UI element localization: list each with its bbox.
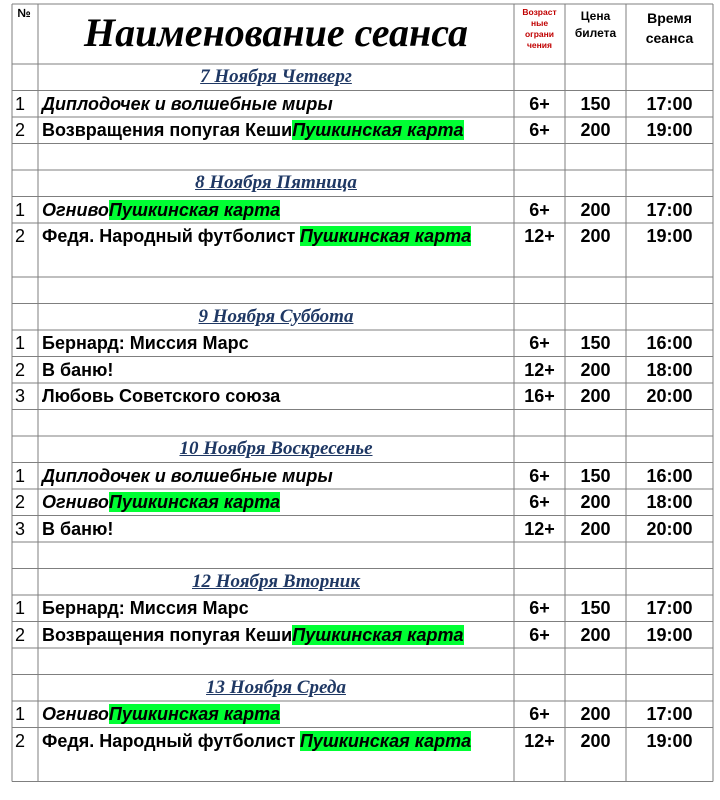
session-age: 6+ xyxy=(529,465,550,486)
session-title: В баню! xyxy=(42,359,114,380)
header-ticket-price xyxy=(565,8,626,42)
pushkin-card-badge: Пушкинская карта xyxy=(299,730,472,751)
session-index: 2 xyxy=(15,624,26,645)
pushkin-card-badge: Пушкинская карта xyxy=(108,704,281,724)
schedule-table xyxy=(12,4,713,796)
session-price: 200 xyxy=(580,359,611,380)
header-age-line-4: чения xyxy=(527,40,552,50)
session-index: 1 xyxy=(15,598,26,618)
session-title-cell xyxy=(38,595,514,622)
session-time: 20:00 xyxy=(646,518,693,539)
session-price: 200 xyxy=(580,386,611,406)
session-index: 1 xyxy=(15,704,26,724)
session-index: 2 xyxy=(15,226,26,246)
session-time: 16:00 xyxy=(646,333,693,353)
session-age: 6+ xyxy=(529,598,550,618)
day-heading: 8 Ноября Пятница xyxy=(195,172,357,193)
session-price: 150 xyxy=(580,333,611,353)
session-title: Диплодочек и волшебные миры xyxy=(42,93,333,114)
header-price-line-2: билета xyxy=(574,26,617,40)
day-heading: 7 Ноября Четверг xyxy=(200,66,352,87)
session-age: 6+ xyxy=(529,704,550,724)
session-time: 18:00 xyxy=(646,359,693,380)
session-time: 20:00 xyxy=(646,386,693,406)
session-title-cell xyxy=(38,489,514,516)
session-index: 1 xyxy=(15,93,26,114)
session-title: Диплодочек и волшебные миры xyxy=(42,465,333,486)
session-price: 200 xyxy=(580,226,611,246)
session-time: 19:00 xyxy=(646,120,693,140)
session-time: 17:00 xyxy=(646,598,693,618)
session-title: Любовь Советского союза xyxy=(42,386,281,406)
session-price: 200 xyxy=(580,730,611,751)
session-time: 19:00 xyxy=(646,624,693,645)
session-age: 12+ xyxy=(524,226,555,246)
session-index: 2 xyxy=(15,120,26,140)
day-heading: 13 Ноября Среда xyxy=(206,676,346,698)
session-title-cell xyxy=(38,701,514,728)
session-title: Огниво xyxy=(42,492,109,512)
session-index: 2 xyxy=(15,359,26,380)
session-index: 2 xyxy=(15,730,26,751)
session-index: 2 xyxy=(15,492,26,512)
pushkin-card-badge: Пушкинская карта xyxy=(292,624,464,645)
session-age: 12+ xyxy=(524,359,555,380)
session-price: 150 xyxy=(580,93,611,114)
session-price: 200 xyxy=(580,120,611,140)
session-time: 16:00 xyxy=(646,465,693,486)
session-age: 6+ xyxy=(529,333,550,353)
session-title: Огниво xyxy=(42,199,109,220)
day-heading: 10 Ноября Воскресенье xyxy=(179,438,373,459)
session-age: 12+ xyxy=(524,730,555,751)
session-title: Бернард: Миссия Марс xyxy=(42,598,249,618)
session-time: 19:00 xyxy=(646,730,693,751)
session-title: Возвращения попугая Кеши xyxy=(42,624,293,645)
session-title: Огниво xyxy=(42,704,109,724)
session-price: 150 xyxy=(580,598,611,618)
header-age-line-2: ные xyxy=(530,18,549,28)
header-age-line-3: ограни xyxy=(524,29,554,39)
session-title: Бернард: Миссия Марс xyxy=(42,333,249,353)
session-price: 200 xyxy=(580,492,611,512)
pushkin-card-badge: Пушкинская карта xyxy=(299,226,472,246)
day-heading: 12 Ноября Вторник xyxy=(191,570,360,592)
session-title-cell xyxy=(38,223,514,277)
session-age: 6+ xyxy=(529,93,550,114)
session-age: 12+ xyxy=(524,518,555,539)
session-age: 6+ xyxy=(529,492,550,512)
session-time: 17:00 xyxy=(646,199,693,220)
session-time: 18:00 xyxy=(646,492,693,512)
session-index: 1 xyxy=(15,465,26,486)
header-price-line-1: Цена xyxy=(580,9,611,23)
header-time-line-2: сеанса xyxy=(645,30,694,46)
session-title-cell xyxy=(38,622,514,649)
session-age: 6+ xyxy=(529,199,550,220)
session-title-cell xyxy=(38,728,514,782)
page-title: Наименование сеанса xyxy=(84,10,468,55)
session-title-cell xyxy=(38,357,514,384)
session-title: Возвращения попугая Кеши xyxy=(42,120,293,140)
session-time: 17:00 xyxy=(646,93,693,114)
session-title-cell xyxy=(38,91,514,118)
session-title-cell xyxy=(38,383,514,410)
session-index: 1 xyxy=(15,333,26,353)
header-session-time xyxy=(626,8,713,48)
session-price: 200 xyxy=(580,199,611,220)
pushkin-card-badge: Пушкинская карта xyxy=(108,199,281,220)
session-title-cell xyxy=(38,463,514,490)
session-age: 6+ xyxy=(529,624,550,645)
session-age: 6+ xyxy=(529,120,550,140)
session-title-cell xyxy=(38,197,514,224)
pushkin-card-badge: Пушкинская карта xyxy=(292,120,464,140)
session-price: 200 xyxy=(580,704,611,724)
session-age: 16+ xyxy=(524,386,555,406)
session-title: Федя. Народный футболист xyxy=(42,730,296,751)
header-time-line-1: Время xyxy=(647,10,692,26)
session-title-cell xyxy=(38,117,514,144)
session-title: В баню! xyxy=(42,518,114,539)
header-age-restriction xyxy=(514,7,565,51)
session-index: 3 xyxy=(15,386,26,406)
session-time: 19:00 xyxy=(646,226,693,246)
day-heading: 9 Ноября Суббота xyxy=(198,305,354,327)
session-time: 17:00 xyxy=(646,704,693,724)
session-title: Федя. Народный футболист xyxy=(42,226,296,246)
session-index: 3 xyxy=(15,518,26,539)
header-num: № xyxy=(17,6,31,20)
session-price: 200 xyxy=(580,624,611,645)
session-index: 1 xyxy=(15,199,26,220)
session-title-cell xyxy=(38,516,514,543)
header-age-line-1: Возраст xyxy=(522,7,557,17)
session-price: 150 xyxy=(580,465,611,486)
pushkin-card-badge: Пушкинская карта xyxy=(108,492,281,512)
session-price: 200 xyxy=(580,518,611,539)
session-title-cell xyxy=(38,330,514,357)
